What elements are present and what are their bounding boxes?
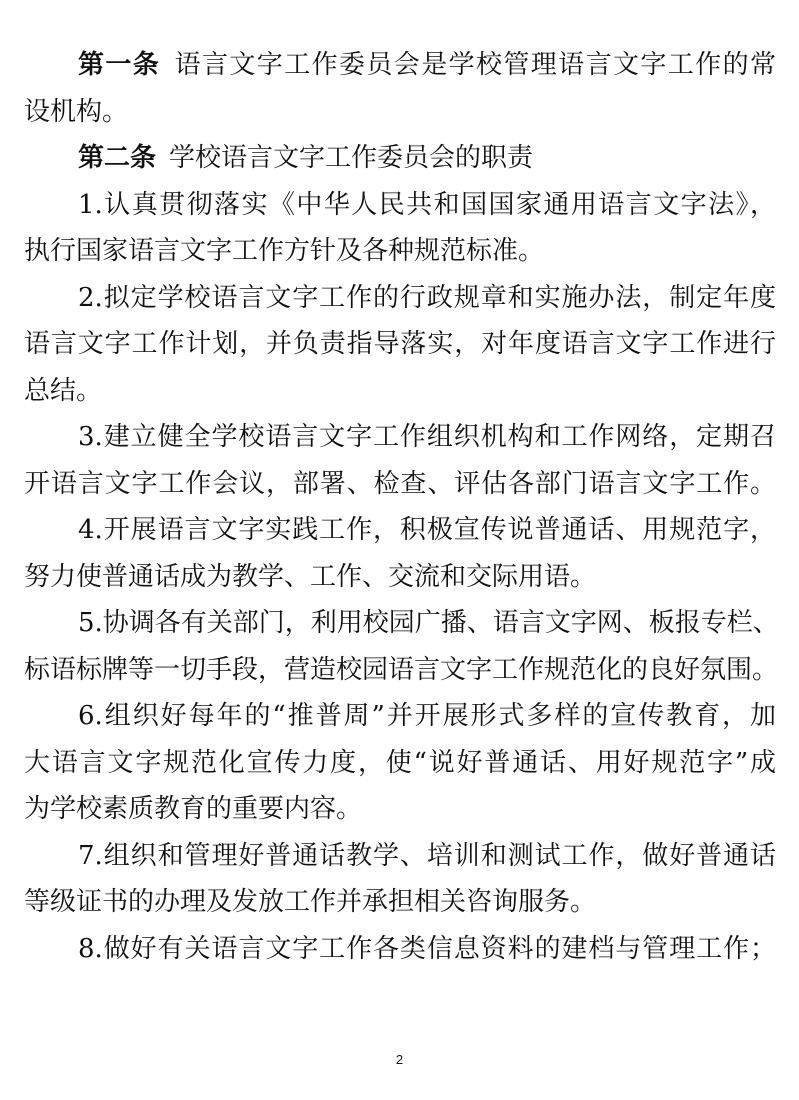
item-3-line-1: 3.建立健全学校语言文字工作组织机构和工作网络，定期召	[78, 422, 776, 452]
article-1-text: 语言文字工作委员会是学校管理语言文字工作的常	[173, 50, 776, 80]
item-8-line-1: 8.做好有关语言文字工作各类信息资料的建档与管理工作；	[78, 933, 776, 964]
item-4-line-2: 努力使普通话成为教学、工作、交流和交际用语。	[24, 561, 597, 592]
document-body	[24, 42, 779, 972]
item-4-line-1: 4.开展语言文字实践工作，积极宣传说普通话、用规范字，	[78, 515, 776, 545]
item-1-line-1: 1.认真贯彻落实《中华人民共和国国家通用语言文字法》，	[78, 189, 776, 220]
article-1-line-1	[24, 42, 776, 89]
article-2-text: 学校语言文字工作委员会的职责	[169, 143, 534, 173]
item-6-line-1: 6.组织好每年的“推普周”并开展形式多样的宣传教育，加	[78, 701, 776, 731]
article-2-heading: 第二条	[78, 143, 157, 173]
item-2-line-2: 语言文字工作计划，并负责指导落实，对年度语言文字工作进行	[24, 329, 776, 359]
article-1-heading: 第一条	[78, 50, 161, 80]
item-2-line-1: 2.拟定学校语言文字工作的行政规章和实施办法，制定年度	[78, 282, 776, 313]
item-6-line-3: 为学校素质教育的重要内容。	[24, 794, 363, 824]
item-5-line-2: 标语标牌等一切手段，营造校园语言文字工作规范化的良好氛围。	[24, 654, 779, 685]
item-7-line-2: 等级证书的办理及发放工作并承担相关咨询服务。	[24, 887, 597, 917]
item-7-line-1: 7.组织和管理好普通话教学、培训和测试工作，做好普通话	[78, 840, 776, 871]
article-1-line-2: 设机构。	[24, 96, 129, 127]
item-1-line-2: 执行国家语言文字工作方针及各种规范标准。	[24, 236, 545, 266]
article-2-line	[24, 135, 776, 182]
item-5-line-1: 5.协调各有关部门，利用校园广播、语言文字网、板报专栏、	[78, 608, 779, 638]
item-2-line-3: 总结。	[24, 375, 103, 406]
item-3-line-2: 开语言文字工作会议，部署、检查、评估各部门语言文字工作。	[24, 468, 776, 499]
item-6-line-2: 大语言文字规范化宣传力度，使“说好普通话、用好规范字”成	[24, 747, 776, 778]
page-number: 2	[395, 1052, 404, 1067]
